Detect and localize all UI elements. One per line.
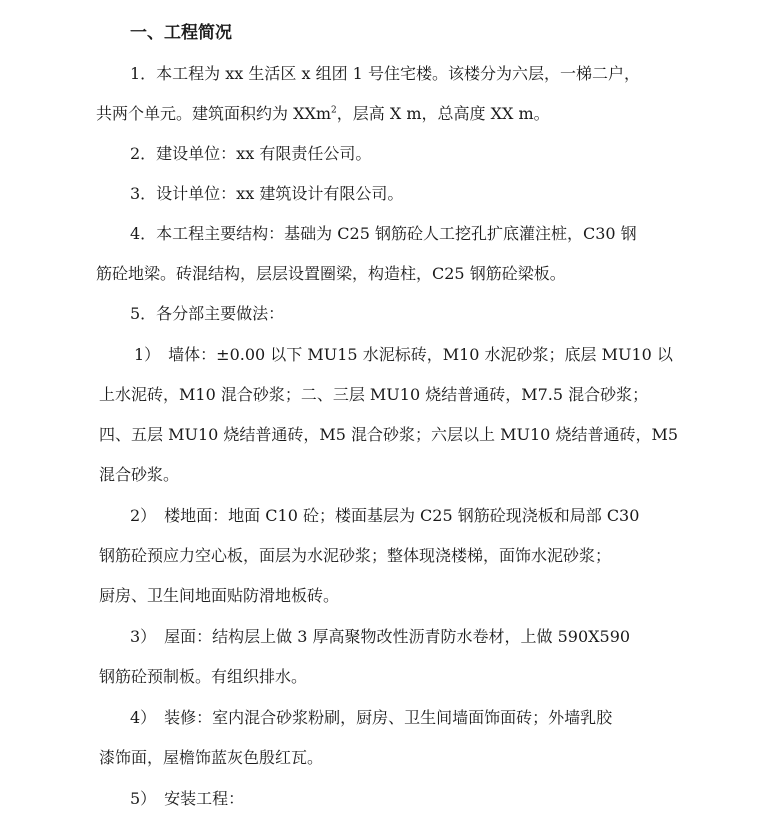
sub-3-line-1: 3） 屋面：结构层上做 3 厚高聚物改性沥青防水卷材，上做 590X590 (130, 627, 631, 646)
item-1-line-2 (96, 104, 550, 124)
sub-4-line-2: 漆饰面，屋檐饰蓝灰色殷红瓦。 (99, 748, 324, 767)
sub-2-line-1: 2） 楼地面：地面 C10 砼；楼面基层为 C25 钢筋砼现浇板和局部 C30 (130, 506, 640, 525)
item-1-line-2-text: 共两个单元。建筑面积约为 XXm (96, 104, 332, 123)
sub-2-line-2: 钢筋砼预应力空心板，面层为水泥砂浆；整体现浇楼梯，面饰水泥砂浆； (99, 546, 612, 565)
item-3: 3．设计单位：xx 建筑设计有限公司。 (130, 184, 404, 203)
sub-1-line-1: 1） 墙体：±0.00 以下 MU15 水泥标砖，M10 水泥砂浆；底层 MU10 以 (134, 345, 673, 364)
sub-5: 5） 安装工程： (130, 789, 245, 808)
item-2: 2．建设单位：xx 有限责任公司。 (130, 144, 372, 163)
sub-1-line-2: 上水泥砖，M10 混合砂浆；二、三层 MU10 烧结普通砖，M7.5 混合砂浆； (99, 385, 649, 404)
item-1-line-2-rest: ，层高 X m，总高度 XX m。 (336, 104, 550, 123)
sub-4-line-1: 4） 装修：室内混合砂浆粉刷，厨房、卫生间墙面饰面砖；外墙乳胶 (130, 708, 613, 727)
sub-2-line-3: 厨房、卫生间地面贴防滑地板砖。 (99, 586, 340, 605)
item-4-line-1: 4．本工程主要结构：基础为 C25 钢筋砼人工挖孔扩底灌注桩，C30 钢 (130, 224, 637, 243)
item-4-line-2: 筋砼地梁。砖混结构，层层设置圈梁，构造柱，C25 钢筋砼梁板。 (96, 264, 566, 283)
area-unit-superscript: 2 (331, 105, 337, 116)
sub-3-line-2: 钢筋砼预制板。有组织排水。 (99, 667, 308, 686)
sub-1-line-4: 混合砂浆。 (99, 465, 180, 484)
sub-1-line-3: 四、五层 MU10 烧结普通砖，M5 混合砂浆；六层以上 MU10 烧结普通砖，M5 (99, 425, 679, 444)
section-heading: 一、工程简况 (130, 23, 232, 43)
item-1-line-1: 1．本工程为 xx 生活区 x 组团 1 号住宅楼。该楼分为六层，一梯二户， (130, 64, 640, 83)
item-5: 5．各分部主要做法： (130, 304, 285, 323)
